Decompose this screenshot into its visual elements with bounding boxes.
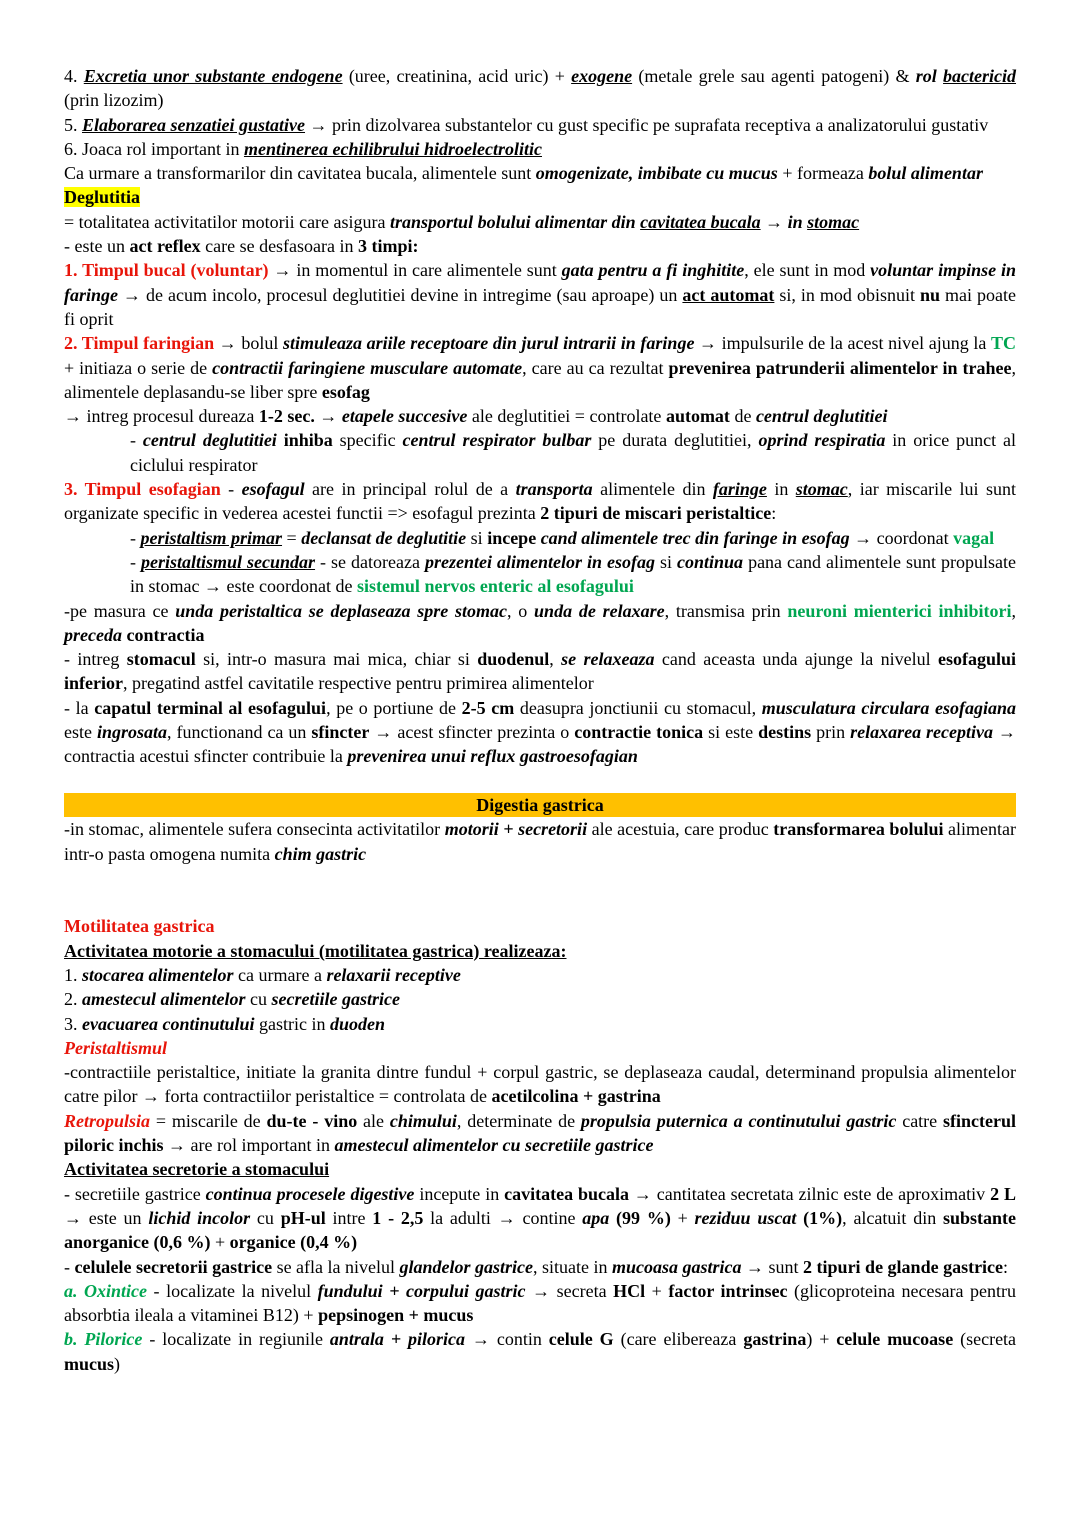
line-oxintice [64,1279,1016,1328]
text-segment: 1. Timpul bucal (voluntar) [64,260,269,281]
text-segment: → [760,211,788,232]
heading-activitatea-motorie [64,939,1016,963]
text-segment: gata pentru a fi inghitite [561,260,745,281]
text-segment: mentinerea echilibrului hidroelectrolitic [243,138,542,159]
text-segment: Activitatea secretorie a stomacului [64,1159,330,1180]
text-segment: contractie tonica [574,722,704,743]
text-segment: , situate in [533,1256,613,1277]
text-segment: mucoasa gastrica [612,1256,742,1277]
text-segment: ale [357,1110,390,1131]
text-segment: (metale grele sau agenti patogeni) & [632,66,916,86]
text-segment: - intreg [64,649,127,670]
text-segment: , [549,649,562,670]
text-segment: pepsinogen + mucus [318,1305,474,1326]
heading-activitatea-secretorie [64,1157,1016,1181]
text-segment: a. Oxintice [64,1280,148,1301]
text-segment: act automat [682,284,775,305]
text-segment: → in momentul in care alimentele sunt [268,260,562,281]
text-segment: + [645,1280,669,1301]
text-segment: nu [919,284,940,305]
text-segment: transporta [515,479,593,500]
text-segment: declansat de deglutitie [301,527,467,548]
text-segment: prevenirea unui reflux gastroesofagian [347,746,638,767]
text-segment: - se datoreaza [315,551,425,572]
text-segment: capatul terminal al esofagului [94,697,327,718]
text-segment: esofagul [241,479,305,500]
heading-deglutitia [64,185,1016,209]
text-segment: 3. Timpul esofagian [64,479,221,500]
line-peristaltism-secundar [130,550,1016,599]
text-segment: inhiba [283,430,333,451]
text-segment: esofagului inferior [64,649,1016,694]
text-segment: unda peristaltica se deplaseaza spre stomac [175,600,508,621]
text-segment: stomac [807,211,860,232]
text-segment: -pe masura ce [64,600,176,621]
text-segment: → este un [64,1207,149,1228]
text-segment: deasupra jonctiunii cu stomacul, [514,697,762,718]
text-segment: bolul alimentar [868,163,983,184]
text-segment: 3. [64,1013,82,1034]
text-segment: cu [245,989,272,1010]
text-segment: gastric in [254,1013,331,1034]
text-segment: pH-ul [280,1207,326,1228]
text-segment: (care elibereaza [613,1329,744,1350]
text-segment: → sunt [741,1256,804,1277]
text-segment: relaxarea receptiva [850,722,994,743]
text-segment: si, in mod obisnuit [774,284,920,305]
text-segment: stomacul [126,649,196,670]
text-segment: cand aceasta unda ajunge la nivelul [654,649,938,670]
line-deglutitia-def [64,210,1016,234]
line-peristaltism-primar [130,526,1016,550]
text-segment: ) + [806,1329,837,1350]
text-segment: → de acum incolo, procesul deglutitiei devine in intregime (sau aproape) un [118,284,683,305]
line-contractii-peristaltice [64,1060,1016,1109]
text-segment: alimentele din [592,479,713,500]
text-segment: + formeaza [777,163,869,184]
text-segment: ca urmare a [233,964,327,985]
line-centrul-deglutitiei [130,428,1016,477]
text-segment: 2 tipuri de glande gastrice [803,1256,1004,1277]
text-segment: chimului [389,1110,457,1131]
text-segment: etapele succesive [341,406,468,427]
text-segment: continua procesele digestive [205,1183,415,1204]
text-segment: - [130,430,143,451]
text-segment: , pregatind astfel cavitatile respective pentru primirea alimentelor [122,673,594,694]
text-segment: amestecul alimentelor [82,989,246,1010]
text-segment: centrul deglutitiei [755,406,888,427]
text-segment: continua [677,551,744,572]
text-segment: 2. Timpul faringian [64,333,215,354]
text-segment: , pe o portiune de [326,697,462,718]
text-segment: destins [758,722,812,743]
text-segment: Deglutitia [64,187,140,208]
line-elaborarea [64,113,1016,137]
text-segment: duoden [330,1013,386,1034]
text-segment: act reflex [129,236,201,257]
text-segment: Peristaltismul [64,1037,168,1058]
text-segment: + [210,1232,230,1253]
text-segment: → secreta [525,1280,614,1301]
text-segment: corpului gastric [406,1280,526,1301]
text-segment: glandelor gastrice [399,1256,534,1277]
text-segment: prin [811,722,851,743]
text-segment: peristaltismul secundar [141,551,316,572]
line-chim-gastric [64,817,1016,866]
text-segment: 4. [64,66,84,86]
text-segment: ale deglutitiei = controlate [467,406,666,427]
blank-line [64,890,1016,914]
text-segment: transportul bolului alimentar din [390,211,641,232]
text-segment: prevenirea patrunderii alimentelor in trahee [668,357,1012,378]
text-segment: exogene [571,66,633,86]
text-segment: 1-2 sec. [258,406,315,427]
text-segment: in [766,479,796,500]
text-segment: → [314,406,342,427]
text-segment: Motilitatea gastrica [64,916,215,937]
text-segment: rol [915,66,944,86]
text-segment: → are rol important in [163,1135,335,1156]
text-segment: + [382,1280,406,1301]
text-segment: (secreta [953,1329,1017,1350]
text-segment: este [64,722,97,743]
text-segment: propulsia puternica a continutului gastric [580,1110,897,1131]
text-segment: cu [250,1207,281,1228]
text-segment: incepute in [414,1183,505,1204]
text-segment: + [670,1207,695,1228]
line-act-reflex [64,234,1016,258]
text-segment: - secretiile gastrice [64,1183,206,1204]
text-segment: automat [665,406,730,427]
text-segment: -contractiile peristaltice, initiate la granita dintre fundul + corpul gastric, se deplaseaza caudal, determinand propulsia alimentelor catre pilor → forta contractiilor peristaltice = controlata de [64,1062,1016,1107]
text-segment: si [655,551,678,572]
text-segment: are in principal rolul de a [304,479,516,500]
line-stomac-relaxare [64,647,1016,696]
text-segment [277,430,284,450]
text-segment: preceda [64,624,122,645]
text-segment: cavitatea bucala [504,1183,629,1204]
text-segment: centrul deglutitiei [142,430,277,451]
text-segment: : [1003,1256,1009,1277]
line-retropulsia [64,1109,1016,1158]
text-segment: chim gastric [274,843,367,864]
text-segment: catre [896,1110,944,1131]
line-stocarea [64,963,1016,987]
text-segment: ale acestuia, care produc [587,819,774,840]
text-segment: TC [990,333,1016,354]
text-segment: celulele secretorii gastrice [74,1256,273,1277]
text-segment: pana cand alimentele sunt propulsate in stomac → este coordonat de [130,551,1016,597]
text-segment: voluntar impinse in faringe [64,260,1016,305]
line-bol-alimentar [64,161,1016,185]
text-segment: prezentei alimentelor in esofag [425,551,656,572]
text-segment: sfincterul piloric inchis [64,1110,1016,1156]
text-segment: cavitatea bucala [640,211,761,232]
text-segment: → impulsurile de la acest nivel ajung la [694,333,991,354]
text-segment: sistemul nervos enteric al esofagului [356,576,634,597]
text-segment: Elaborarea senzatiei gustative [82,114,306,135]
text-segment: 5. [64,114,82,135]
text-segment: cand alimentele trec din faringe in esofag [540,527,850,548]
text-segment: contractii faringiene musculare automate [212,357,523,378]
text-segment: (prin lizozim) [64,90,164,111]
heading-motilitatea-gastrica [64,914,1016,938]
text-segment: b. Pilorice [64,1329,143,1350]
text-segment: - [64,1256,75,1277]
text-segment: 6. Joaca rol important in [64,138,244,159]
text-segment: - localizate la nivelul [147,1280,318,1301]
text-segment: relaxarii receptive [326,964,461,985]
text-segment: stomac [795,479,848,500]
text-segment: stimuleaza ariile receptoare din jurul intrarii in faringe [283,333,695,354]
text-segment: - este un [64,236,130,257]
text-segment: , iar miscarile lui sunt organizate specific in vederea acestei functii => esofagul prezinta [64,479,1017,524]
text-segment: motorii [444,819,499,840]
line-secretii-gastrice [64,1182,1016,1255]
text-segment: in orice punct al ciclului respirator [130,430,1016,475]
text-segment: = [282,527,302,548]
text-segment: , determinate de [456,1110,581,1131]
text-segment: -in stomac, alimentele sufera consecinta activitatilor [64,819,445,840]
text-segment: mucus [64,1353,115,1374]
line-pilorice [64,1327,1016,1376]
text-segment: de [729,406,756,427]
text-segment: → contractia acestui sfincter contribuie la [64,722,1016,767]
text-segment: stocarea alimentelor [82,964,234,985]
line-evacuarea [64,1012,1016,1036]
text-segment: → bolul [214,333,284,354]
text-segment: si [466,527,488,548]
line-timpul-faringian [64,331,1016,404]
text-segment: peristaltism primar [140,527,283,548]
text-segment: ) [114,1353,121,1374]
text-segment: duodenul [477,649,550,670]
text-segment: evacuarea continutului [82,1013,255,1034]
text-segment: → intreg procesul dureaza [64,406,259,427]
line-sfincter [64,696,1016,769]
text-segment: bactericid [943,66,1017,86]
text-segment: (1%) [803,1207,843,1228]
line-echilibru [64,137,1016,161]
text-segment: unda de relaxare [534,600,665,621]
text-segment: alimentar intr-o pasta omogena numita [64,819,1017,864]
text-segment: acetilcolina + gastrina [491,1086,661,1107]
text-segment: celule G [548,1329,614,1350]
text-segment: Ca urmare a transformarilor din cavitatea bucala, alimentele sunt [64,163,536,184]
text-segment: - [130,551,141,572]
text-segment: → prin dizolvarea substantelor cu gust specific pe suprafata receptiva a analizatorului gustativ [305,114,989,135]
text-segment: gastrina [743,1329,807,1350]
text-segment: , ele sunt in mod [744,260,871,281]
text-segment: HCl [613,1280,646,1301]
text-segment: - [130,527,141,548]
text-segment: celule mucoase [836,1329,954,1350]
line-unda-relaxare [64,599,1016,648]
text-segment: factor intrinsec [668,1280,788,1301]
text-segment: si, intr-o masura mai mica, chiar si [195,649,478,670]
text-segment: Excretia unor substante endogene [83,66,343,86]
text-segment: la adulti → contine [423,1207,583,1228]
text-segment: , o [507,600,535,621]
text-segment: transformarea bolului [773,819,944,840]
text-segment: Activitatea motorie a stomacului (motilitatea gastrica) realizeaza: [64,940,567,961]
line-durata-proces [64,404,1016,428]
text-segment: 2 tipuri de miscari peristaltice [540,503,772,524]
text-segment: → contin [465,1329,549,1350]
text-segment: organice (0,4 %) [229,1232,358,1253]
text-segment: neuroni mienterici inhibitori [787,600,1012,621]
section-bar-digestia-gastrica [64,793,1016,817]
text-segment: + [383,1329,409,1350]
blank-line [64,866,1016,890]
text-segment: care se desfasoara in [200,236,359,257]
text-segment: centrul respirator bulbar [402,430,592,451]
line-amestecul [64,987,1016,1011]
text-segment: se relaxeaza [561,649,655,670]
text-segment: amestecul alimentelor cu secretiile gastrice [334,1135,654,1156]
text-segment: mai poate fi oprit [64,284,1016,329]
text-segment: - la [64,697,95,718]
text-segment: + [498,819,519,840]
text-segment: , transmisa prin [664,600,788,621]
text-segment: = miscarile de [150,1110,267,1131]
text-segment: = totalitatea activitatilor motorii care asigura [64,211,391,232]
text-segment: 2. [64,989,82,1010]
blank-line [64,769,1016,793]
line-excretia [64,64,1016,113]
text-segment: oprind respiratia [758,430,886,451]
text-segment: antrala [329,1329,384,1350]
text-segment: du-te - vino [266,1110,358,1131]
text-segment: (uree, creatinina, acid uric) + [342,66,572,86]
text-segment: → coordonat [849,527,954,548]
text-segment: - [220,479,242,500]
line-timpul-esofagian [64,477,1016,526]
text-segment: → cantitatea secretata zilnic este de aproximativ [629,1183,991,1204]
text-segment: omogenizate, imbibate cu mucus [535,163,778,184]
text-segment: pe durata deglutitiei, [591,430,759,451]
text-segment: sfincter [311,722,370,743]
text-segment: faringe [712,479,767,500]
text-segment: in [787,211,808,232]
text-segment: apa [582,1207,610,1228]
text-segment: vagal [953,527,995,548]
text-segment: (glicoproteina necesara pentru absorbtia ileala a vitaminei B12) + [64,1280,1017,1326]
text-segment: substante anorganice (0,6 %) [64,1207,1017,1253]
text-segment: pilorica [408,1329,466,1350]
text-segment: , alimentele deplasandu-se liber spre [64,357,1017,402]
text-segment: si este [703,722,759,743]
text-segment: lichid incolor [148,1207,251,1228]
text-segment: secretiile gastrice [271,989,400,1010]
text-segment: Retropulsia [64,1110,151,1131]
text-segment: musculatura circulara esofagiana [761,697,1017,718]
heading-peristaltismul [64,1036,1016,1060]
text-segment: : [771,503,777,524]
text-segment: 2 L [990,1183,1016,1204]
text-segment: esofag [321,381,370,402]
text-segment: 1. [64,964,82,985]
text-segment: , functionand ca un [167,722,312,743]
text-segment: ingrosata [96,722,167,743]
text-segment: → acest sfincter prezinta o [369,722,575,743]
text-segment: (99 %) [616,1207,671,1228]
text-segment: + initiaza o serie de [64,357,213,378]
text-segment: , alcatuit din [842,1207,943,1228]
text-segment: 2-5 cm [461,697,515,718]
text-segment: reziduu uscat [694,1207,797,1228]
text-segment: se afla la nivelul [272,1256,400,1277]
text-segment: - localizate in regiunile [142,1329,330,1350]
line-timpul-bucal [64,258,1016,331]
line-celule-secretorii [64,1255,1016,1279]
text-segment: incepe [487,527,537,548]
text-segment: Digestia gastrica [476,794,604,815]
text-segment: specific [332,430,403,451]
text-segment: 3 timpi: [358,236,419,257]
text-segment: 1 - 2,5 [372,1207,424,1228]
text-segment: contractia [126,624,205,645]
text-segment: fundului [317,1280,383,1301]
text-segment: , care au ca rezultat [522,357,669,378]
text-segment: intre [325,1207,373,1228]
text-segment: secretorii [518,819,588,840]
text-segment: , [1011,600,1017,621]
